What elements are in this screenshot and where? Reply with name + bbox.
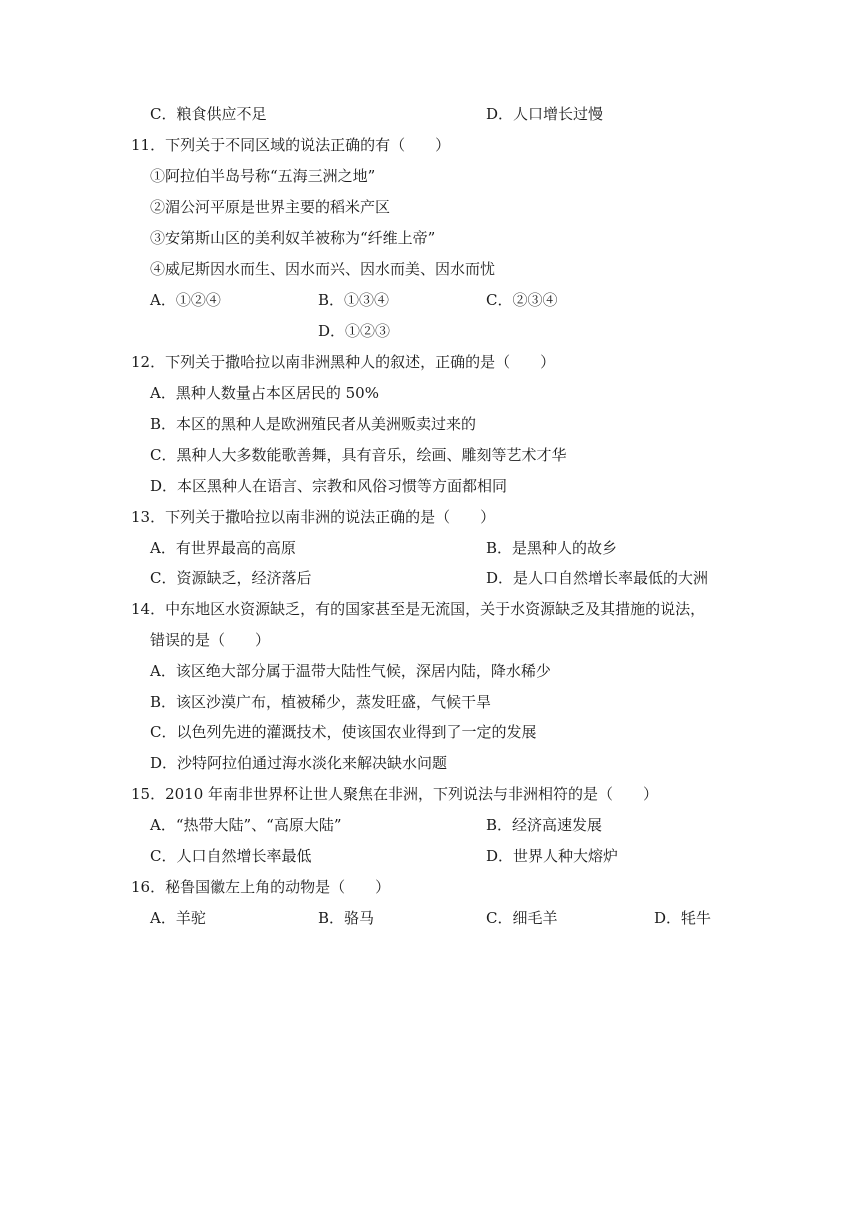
q16-option-a: A．羊驼 bbox=[150, 909, 206, 927]
q14-option-d: D．沙特阿拉伯通过海水淡化来解决缺水问题 bbox=[150, 754, 448, 772]
q14-option-a: A．该区绝大部分属于温带大陆性气候，深居内陆，降水稀少 bbox=[150, 662, 551, 680]
q16-option-d: D．牦牛 bbox=[654, 909, 712, 927]
q15-option-a: A．“热带大陆”、“高原大陆” bbox=[150, 816, 342, 834]
q11-item-3: ③安第斯山区的美利奴羊被称为“纤维上帝” bbox=[150, 229, 436, 247]
q16-option-b: B．骆马 bbox=[318, 909, 375, 927]
q15-option-c: C．人口自然增长率最低 bbox=[150, 847, 312, 865]
q12-option-d: D．本区黑种人在语言、宗教和风俗习惯等方面都相同 bbox=[150, 477, 508, 495]
q11-item-4: ④威尼斯因水而生、因水而兴、因水而美、因水而忧 bbox=[150, 260, 496, 278]
q14-option-c: C．以色列先进的灌溉技术，使该国农业得到了一定的发展 bbox=[150, 723, 537, 741]
q16-option-c: C．细毛羊 bbox=[486, 909, 558, 927]
q15-option-d: D．世界人种大熔炉 bbox=[486, 847, 619, 865]
q13-stem: 13．下列关于撒哈拉以南非洲的说法正确的是（ ） bbox=[131, 508, 496, 526]
q12-option-a: A．黑种人数量占本区居民的 50% bbox=[150, 384, 379, 402]
q10-option-c: C．粮食供应不足 bbox=[150, 105, 267, 123]
q16-stem: 16．秘鲁国徽左上角的动物是（ ） bbox=[131, 878, 391, 896]
q11-option-b: B．①③④ bbox=[318, 291, 390, 309]
q12-option-c: C．黑种人大多数能歌善舞，具有音乐，绘画、雕刻等艺术才华 bbox=[150, 446, 567, 464]
q13-option-a: A．有世界最高的高原 bbox=[150, 539, 296, 557]
q12-stem: 12．下列关于撒哈拉以南非洲黑种人的叙述，正确的是（ ） bbox=[131, 353, 556, 371]
q11-stem: 11．下列关于不同区域的说法正确的有（ ） bbox=[131, 136, 451, 154]
q13-option-c: C．资源缺乏，经济落后 bbox=[150, 569, 312, 587]
q11-option-a: A．①②④ bbox=[150, 291, 221, 309]
q12-option-b: B．本区的黑种人是欧洲殖民者从美洲贩卖过来的 bbox=[150, 415, 477, 433]
q11-option-d: D．①②③ bbox=[318, 322, 391, 340]
q15-stem: 15．2010 年南非世界杯让世人聚焦在非洲，下列说法与非洲相符的是（ ） bbox=[131, 785, 659, 803]
q14-stem-line-2: 错误的是（ ） bbox=[150, 631, 271, 649]
q13-option-b: B．是黑种人的故乡 bbox=[486, 539, 618, 557]
q14-stem-line-1: 14．中东地区水资源缺乏，有的国家甚至是无流国，关于水资源缺乏及其措施的说法， bbox=[131, 600, 706, 618]
q11-item-2: ②湄公河平原是世界主要的稻米产区 bbox=[150, 198, 391, 216]
q11-option-c: C．②③④ bbox=[486, 291, 558, 309]
q13-option-d: D．是人口自然增长率最低的大洲 bbox=[486, 569, 709, 587]
q10-option-d: D．人口增长过慢 bbox=[486, 105, 604, 123]
q14-option-b: B．该区沙漠广布，植被稀少，蒸发旺盛，气候干旱 bbox=[150, 693, 492, 711]
q15-option-b: B．经济高速发展 bbox=[486, 816, 603, 834]
q11-item-1: ①阿拉伯半岛号称“五海三洲之地” bbox=[150, 167, 376, 185]
